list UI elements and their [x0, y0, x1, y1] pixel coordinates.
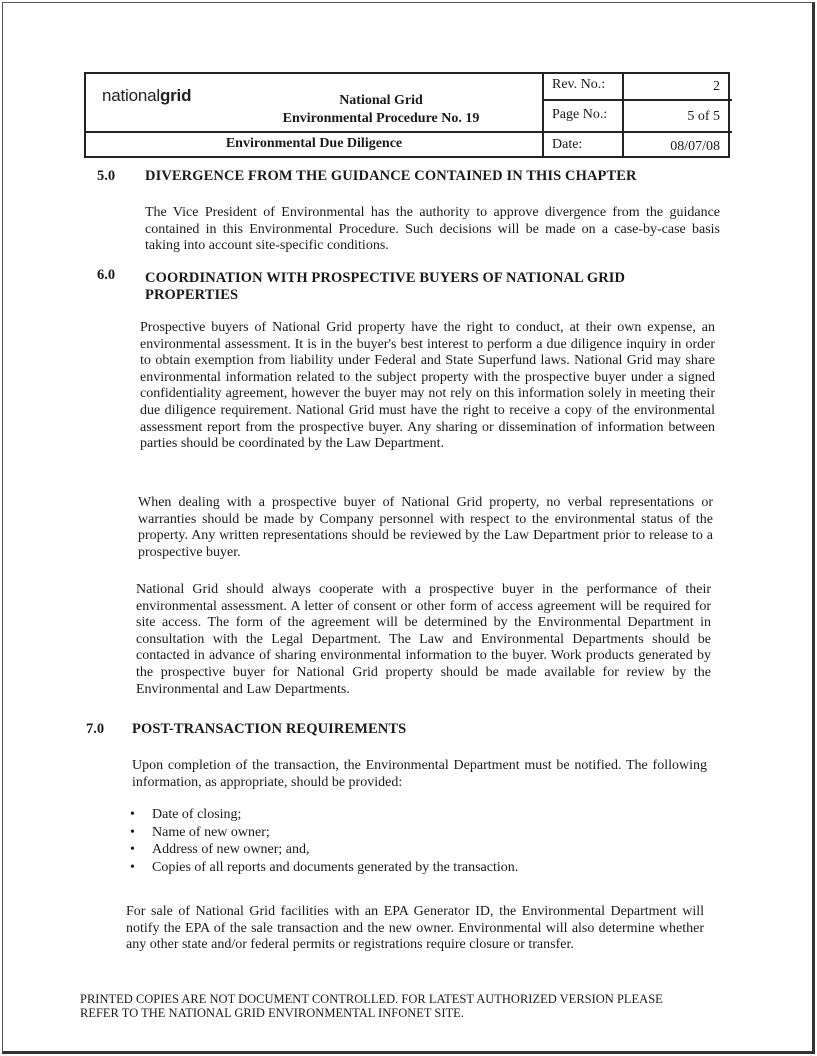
section-number: 5.0: [97, 168, 116, 184]
rev-value: 2: [713, 79, 720, 94]
document-header: [84, 72, 730, 158]
section-heading: POST-TRANSACTION REQUIREMENTS: [132, 721, 407, 737]
page-label: Page No.:: [552, 107, 608, 122]
procedure-name: Environmental Procedure No. 19: [282, 111, 480, 126]
section-heading: COORDINATION WITH PROSPECTIVE BUYERS OF NATIONAL GRID PROPERTIES: [145, 270, 626, 303]
paragraph: For sale of National Grid facilities with an EPA Generator ID, the Environmental Department will notify the EPA of the sale transaction and the new owner. Environmental will also determine whether any other state and/or federal permits or registrations require closure or transfer.: [126, 904, 704, 953]
rev-label: Rev. No.:: [552, 77, 606, 92]
paragraph: Prospective buyers of National Grid property have the right to conduct, at their own expense, an environmental assessment. It is in the buyer's best interest to perform a due diligence inquiry in order to obtain exemption from liability under Federal and State Superfund laws. National Grid may share environmental information related to the subject property with the prospective buyer under a signed confidentiality agreement, however the buyer may not rely on this information solely in meeting their due diligence requirement. National Grid must have the right to receive a copy of the environmental assessment report from the prospective buyer. Any sharing or dissemination of information between parties should be coordinated by the Law Department.: [140, 320, 715, 452]
header-divider: [86, 131, 542, 133]
paragraph: The Vice President of Environmental has the authority to approve divergence from the guidance contained in this Environmental Procedure. Such decisions will be made on a case-by-case basis taking into account site-specific conditions.: [145, 205, 720, 254]
procedure-subject: Environmental Due Diligence: [225, 136, 403, 151]
paragraph: Upon completion of the transaction, the Environmental Department must be notified. The following information, as appropriate, should be provided:: [132, 758, 707, 790]
header-title: [236, 92, 526, 128]
date-value: 08/07/08: [670, 139, 720, 154]
list-item: • Address of new owner; and,: [128, 841, 688, 859]
header-divider: [542, 74, 544, 156]
section-heading: DIVERGENCE FROM THE GUIDANCE CONTAINED IN THIS CHAPTER: [145, 168, 637, 184]
header-divider: [622, 74, 624, 156]
company-name: National Grid: [339, 93, 423, 108]
section-number: 7.0: [86, 721, 105, 737]
national-grid-logo: nationalgrid: [102, 86, 192, 105]
footer-line: REFER TO THE NATIONAL GRID ENVIRONMENTAL INFONET SITE.: [80, 1006, 464, 1020]
header-divider: [542, 99, 732, 101]
date-label: Date:: [552, 137, 583, 152]
list-item: • Name of new owner;: [128, 824, 688, 842]
page-value: 5 of 5: [687, 109, 720, 124]
section-number: 6.0: [97, 267, 116, 283]
paragraph: When dealing with a prospective buyer of National Grid property, no verbal representations or warranties should be made by Company personnel with respect to the environmental status of the property. Any written representations should be reviewed by the Law Department prior to release to a prospective buyer.: [138, 495, 713, 560]
list-item: • Copies of all reports and documents generated by the transaction.: [128, 859, 688, 877]
bullet-list: [128, 806, 688, 876]
footer-notice: [80, 992, 700, 1020]
footer-line: PRINTED COPIES ARE NOT DOCUMENT CONTROLLED. FOR LATEST AUTHORIZED VERSION PLEASE: [80, 992, 663, 1006]
list-item: • Date of closing;: [128, 806, 688, 824]
header-divider: [542, 131, 732, 133]
paragraph: National Grid should always cooperate with a prospective buyer in the performance of their environmental assessment. A letter of consent or other form of access agreement will be required for site access. The form of the agreement will be determined by the Environmental Department in consultation with the Legal Department. The Law and Environmental Departments should be contacted in advance of sharing environmental information to the buyer. Work products generated by the prospective buyer for National Grid property should be made available for review by the Environmental and Law Departments.: [136, 582, 711, 697]
